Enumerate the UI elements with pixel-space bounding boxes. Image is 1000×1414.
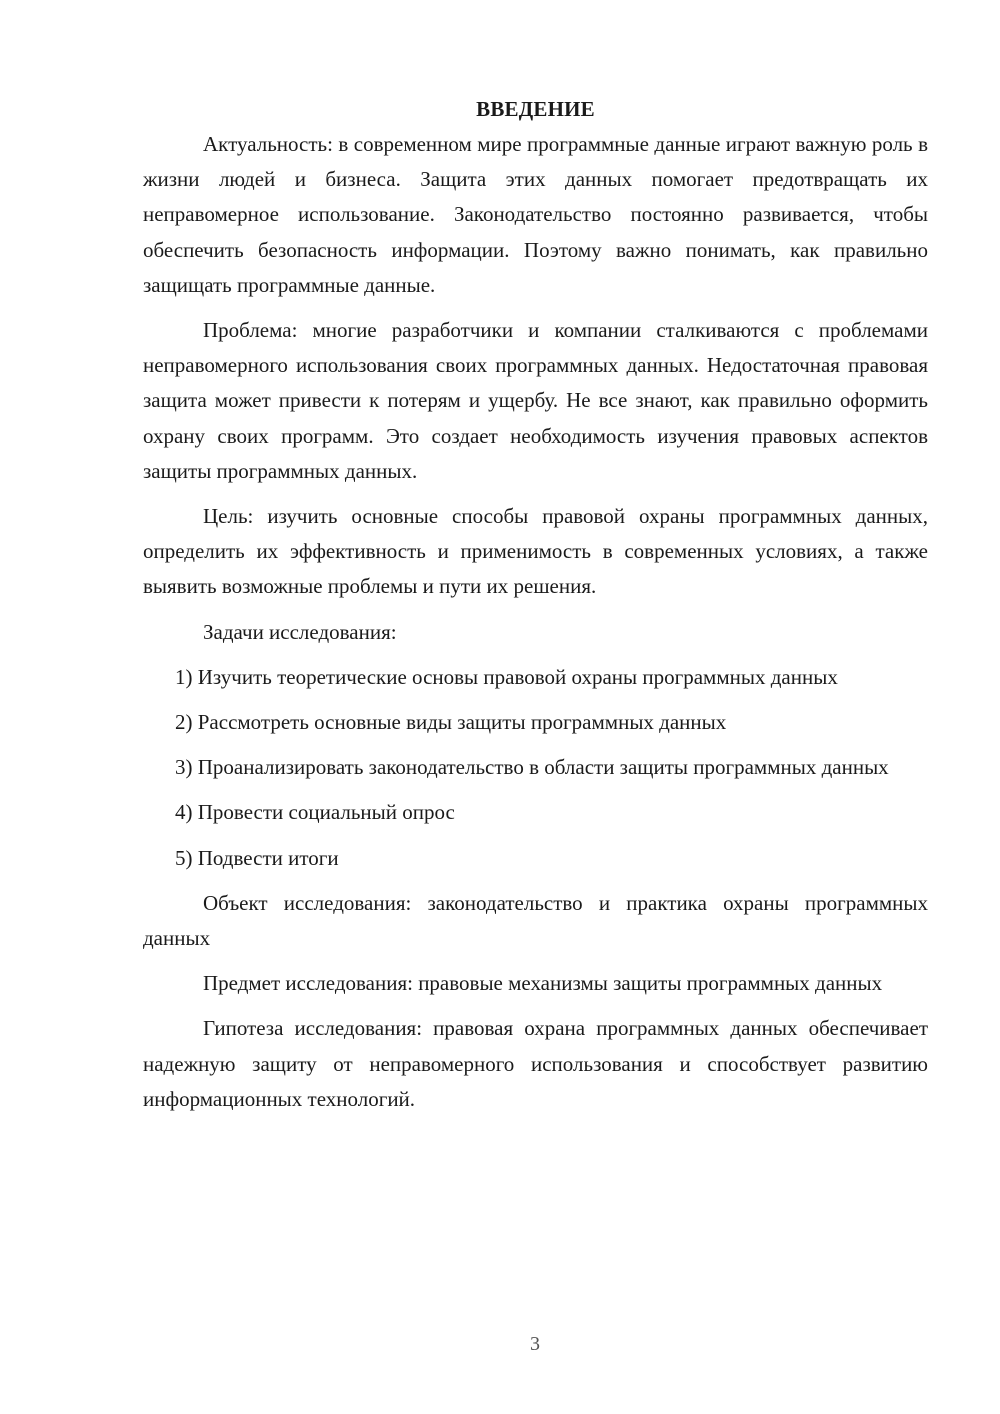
document-page bbox=[143, 92, 928, 1127]
problem-paragraph: Проблема: многие разработчики и компании сталкиваются с проблемами неправомерного использования своих программных данных. Недостаточная правовая защита может привести к потерям и ущербу. Не все знают, как правильно оформить охрану своих программ. Это создает необходимость изучения правовых аспектов защиты программных данных. bbox=[143, 318, 928, 483]
tasks-intro: Задачи исследования: bbox=[203, 619, 397, 644]
task-item: 2) Рассмотреть основные виды защиты программных данных bbox=[175, 710, 727, 735]
section-heading: ВВЕДЕНИЕ bbox=[476, 97, 595, 121]
object-paragraph: Объект исследования: законодательство и практика охраны программных данных bbox=[143, 890, 928, 951]
hypothesis-paragraph: Гипотеза исследования: правовая охрана программных данных обеспечивает надежную защиту от неправомерного использования и способствует развитию информационных технологий. bbox=[143, 1016, 928, 1111]
goal-paragraph: Цель: изучить основные способы правовой охраны программных данных, определить их эффективность и применимость в современных условиях, а также выявить возможные проблемы и пути их решения. bbox=[143, 504, 928, 599]
relevance-paragraph: Актуальность: в современном мире программные данные играют важную роль в жизни людей и бизнеса. Защита этих данных помогает предотвращать их неправомерное использование. Законодательство постоянно развивается, чтобы обеспечить безопасность информации. Поэтому важно понимать, как правильно защищать программные данные. bbox=[143, 132, 928, 297]
page-number: 3 bbox=[530, 1333, 540, 1355]
task-item: 5) Подвести итоги bbox=[175, 845, 339, 870]
subject-paragraph: Предмет исследования: правовые механизмы защиты программных данных bbox=[203, 971, 883, 996]
task-item: 1) Изучить теоретические основы правовой охраны программных данных bbox=[175, 664, 838, 689]
task-item: 4) Провести социальный опрос bbox=[175, 800, 455, 825]
task-item: 3) Проанализировать законодательство в области защиты программных данных bbox=[175, 755, 889, 780]
tasks-list bbox=[143, 660, 928, 876]
